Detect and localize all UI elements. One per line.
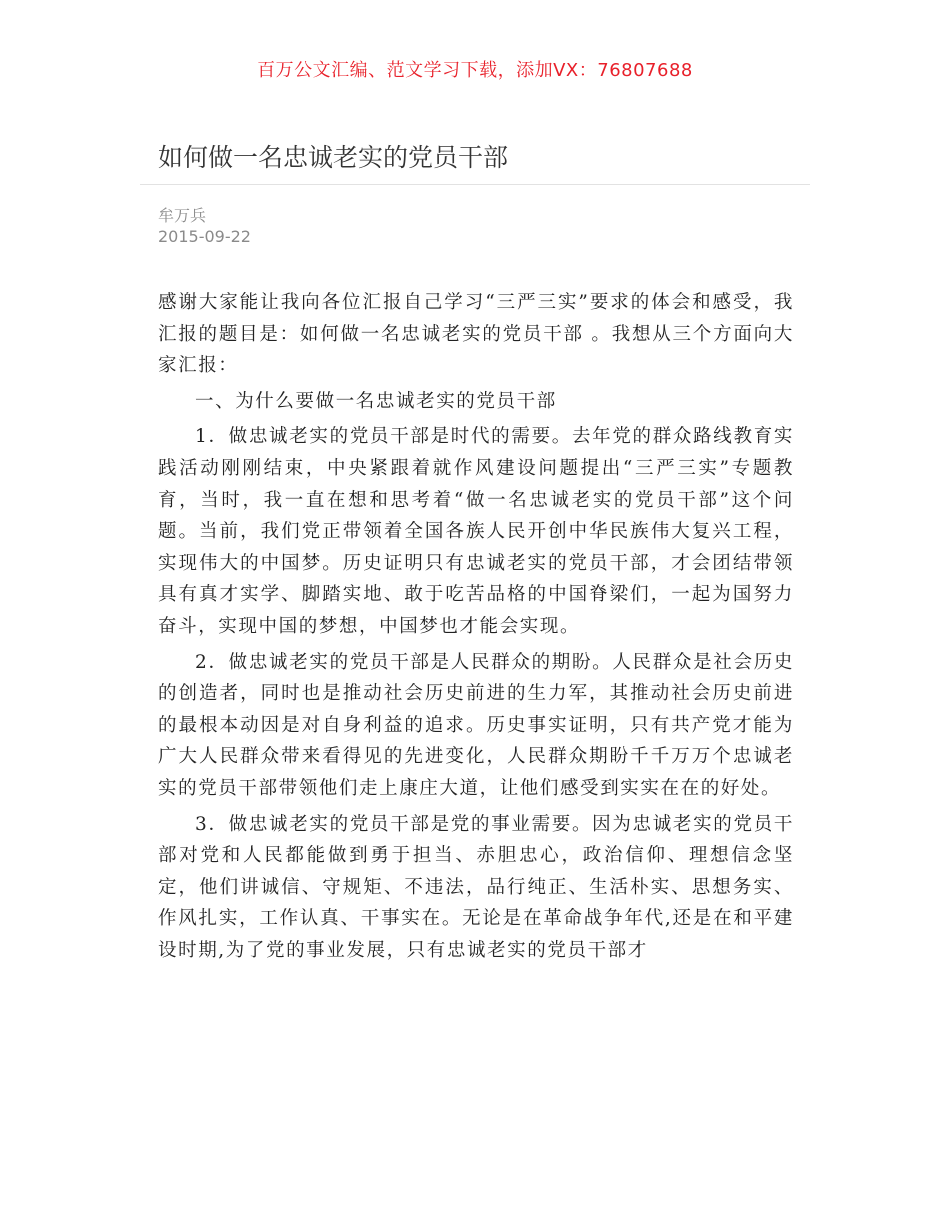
paragraph-intro: 感谢大家能让我向各位汇报自己学习“三严三实”要求的体会和感受，我汇报的题目是：如何做一名忠诚老实的党员干部 。我想从三个方面向大家汇报：: [158, 292, 794, 377]
article-title: 如何做一名忠诚老实的党员干部: [158, 143, 509, 172]
article-body: [158, 287, 794, 970]
article-date: 2015-09-22: [158, 227, 251, 246]
article-author: 牟万兵: [158, 206, 207, 225]
paragraph-1: 1．做忠诚老实的党员干部是时代的需要。去年党的群众路线教育实践活动刚刚结束，中央紧跟着就作风建设问题提出“三严三实”专题教育，当时，我一直在想和思考着“做一名忠诚老实的党员干部”这个问题。当前，我们党正带领着全国各族人民开创中华民族伟大复兴工程，实现伟大的中国梦。历史证明只有忠诚老实的党员干部，才会团结带领具有真才实学、脚踏实地、敢于吃苦品格的中国脊梁们，一起为国努力奋斗，实现中国的梦想，中国梦也才能会实现。: [158, 426, 794, 637]
paragraph-2: 2．做忠诚老实的党员干部是人民群众的期盼。人民群众是社会历史的创造者，同时也是推动社会历史前进的生力军，其推动社会历史前进的最根本动因是对自身利益的追求。历史事实证明，只有共产党才能为广大人民群众带来看得见的先进变化，人民群众期盼千千万万个忠诚老实的党员干部带领他们走上康庄大道，让他们感受到实实在在的好处。: [158, 651, 794, 799]
paragraph-3: 3．做忠诚老实的党员干部是党的事业需要。因为忠诚老实的党员干部对党和人民都能做到勇于担当、赤胆忠心，政治信仰、理想信念坚定，他们讲诚信、守规矩、不违法，品行纯正、生活朴实、思想务实、作风扎实，工作认真、干事实在。无论是在革命战争年代,还是在和平建设时期,为了党的事业发展，只有忠诚老实的党员干部才: [158, 813, 794, 961]
promo-banner: 百万公文汇编、范文学习下载，添加VX：76807688: [257, 60, 693, 81]
title-divider: [140, 184, 810, 185]
section-heading: 一、为什么要做一名忠诚老实的党员干部: [195, 390, 557, 412]
